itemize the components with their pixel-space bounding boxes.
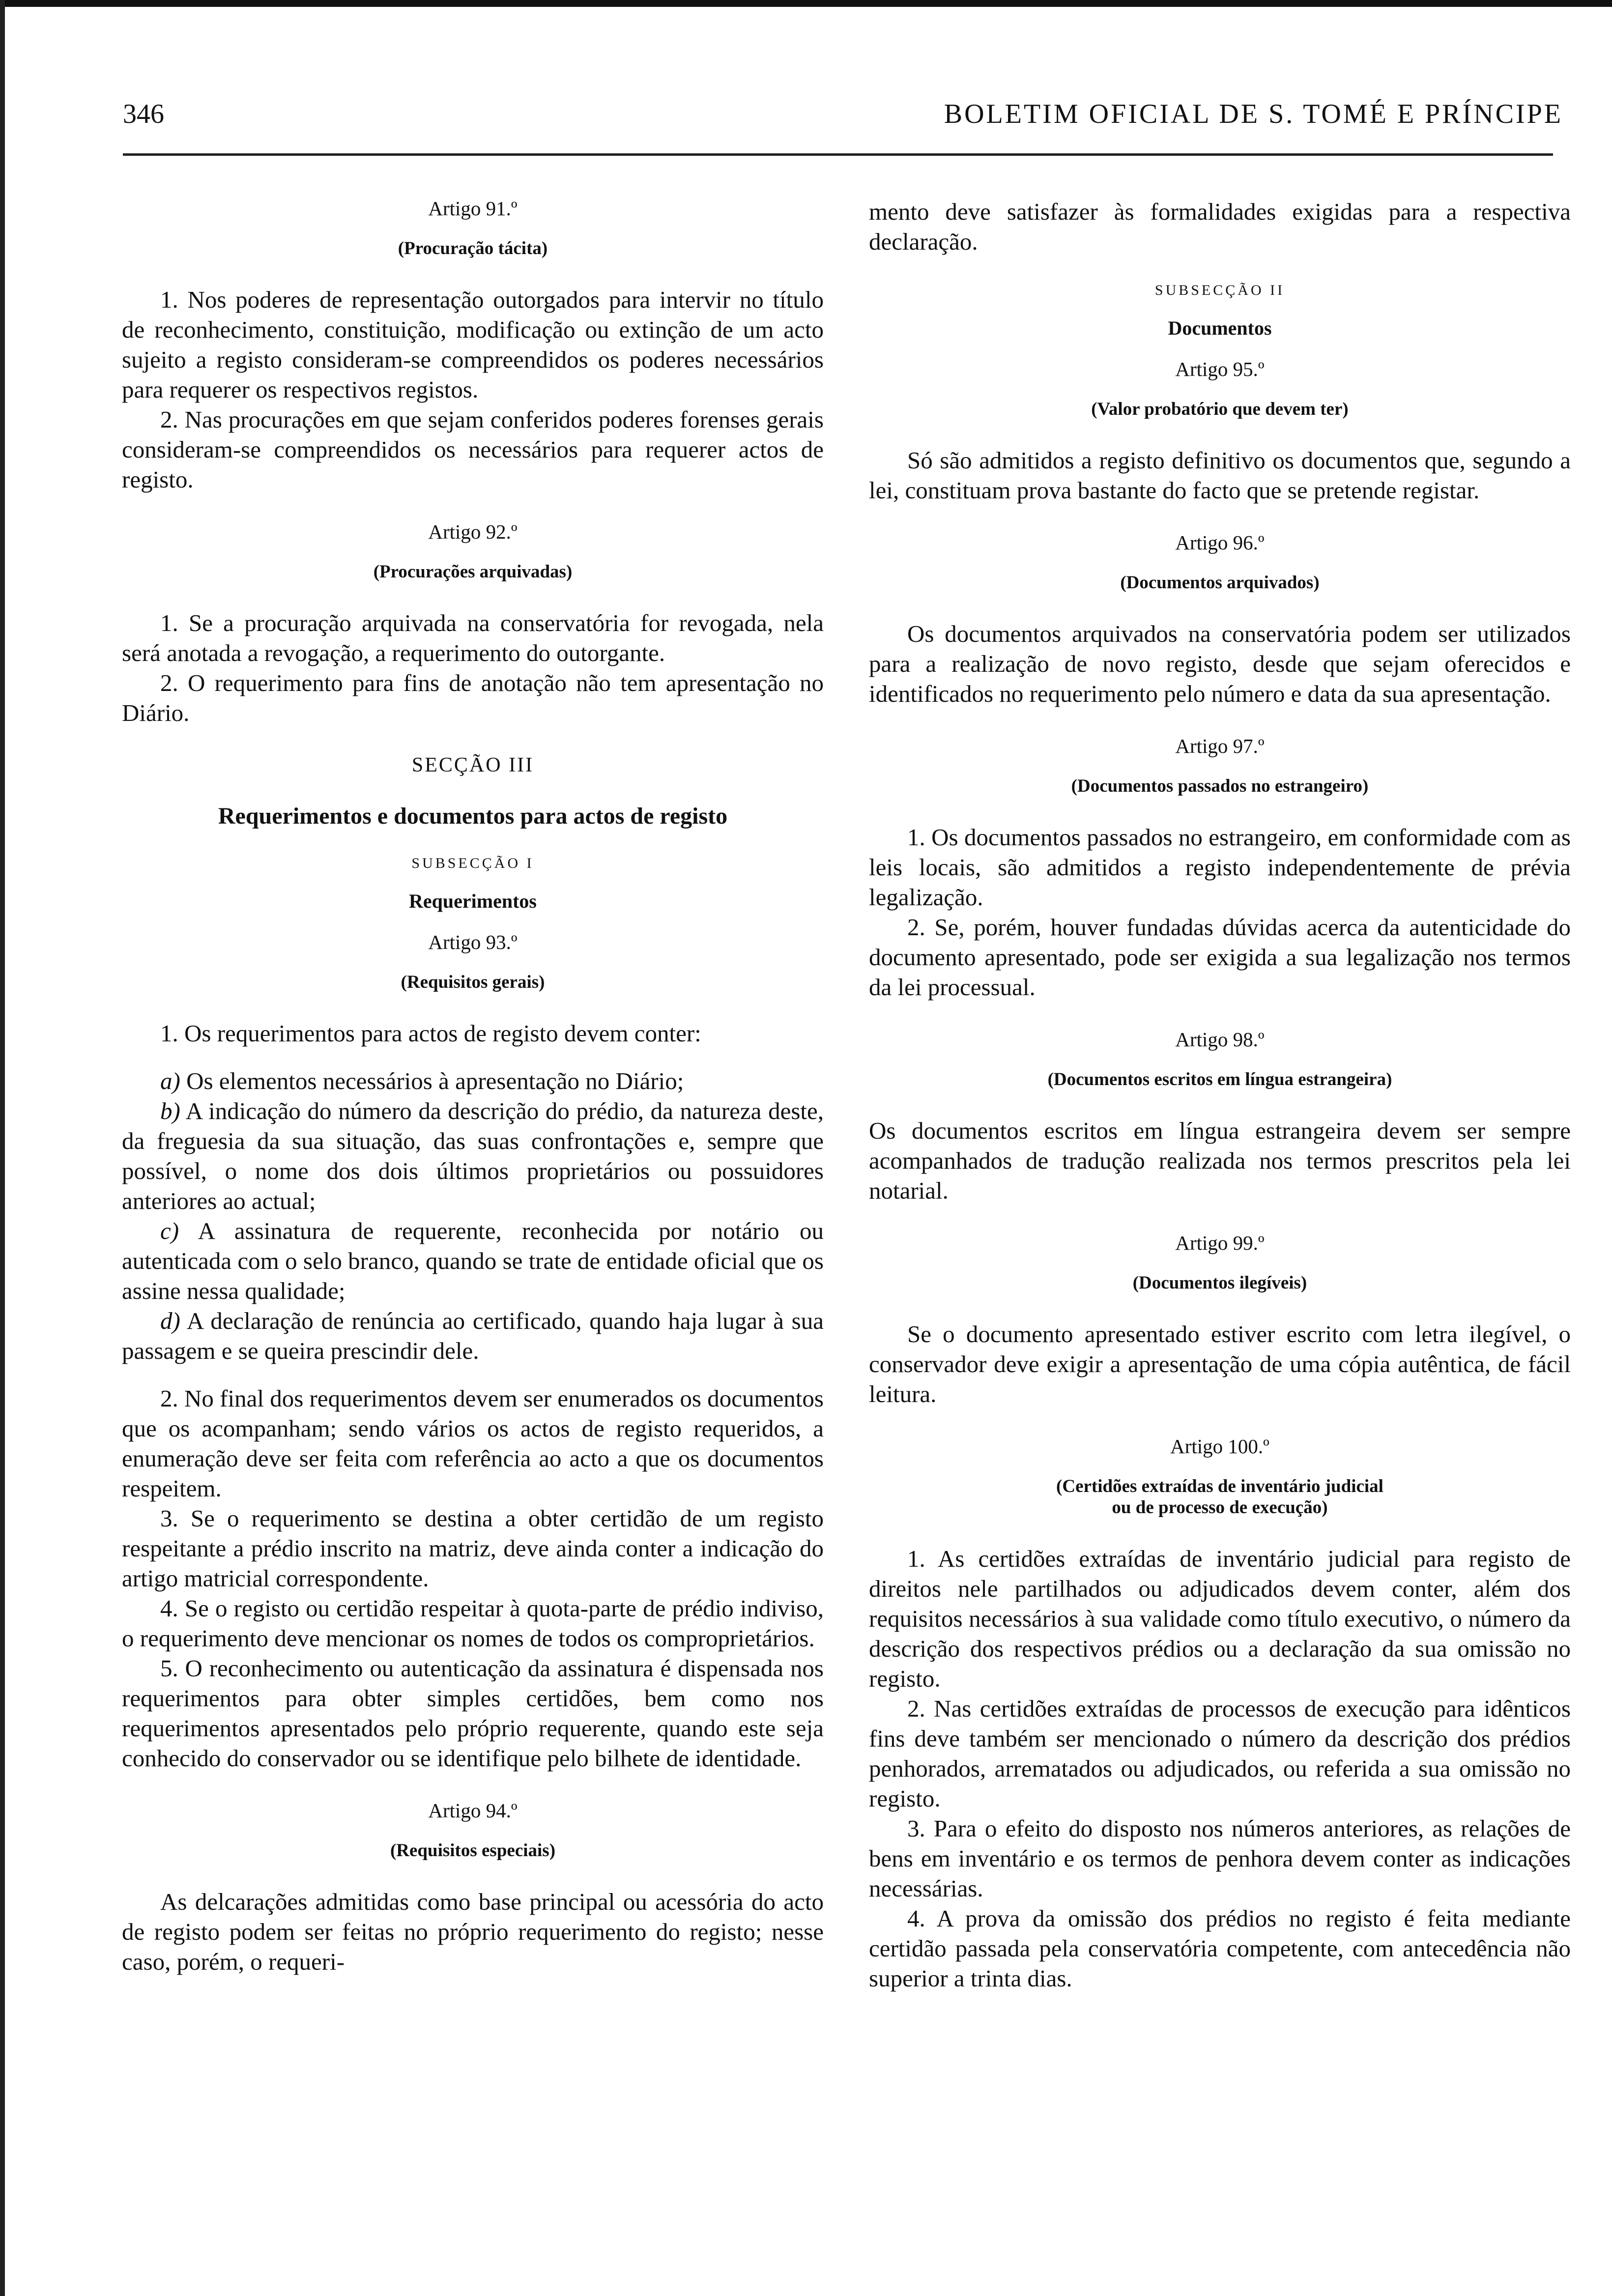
article-heading-99: Artigo 99.º <box>1175 1232 1265 1254</box>
page-header <box>118 98 1563 138</box>
article-heading-95: Artigo 95.º <box>1175 358 1265 380</box>
paragraph: 2. Nas certidões extraídas de processos de execução para idênticos fins deve também ser mencionado o número da descrição dos prédios penhorados, arrematados ou adjudicados, ou referida a sua omissão no registo. <box>869 1695 1571 1812</box>
alinea-letter: b) <box>160 1097 180 1124</box>
paragraph: 2. No final dos requerimentos devem ser enumerados os documentos que os acompanham; sendo vários os actos de registo requeridos, a enumeração deve ser feita com referência ao acto a que os documentos respeitem. <box>122 1385 824 1502</box>
article-heading-91: Artigo 91.º <box>428 197 518 220</box>
article-heading-94: Artigo 94.º <box>428 1799 518 1822</box>
article-subtitle-100-line1: (Certidões extraídas de inventário judicial <box>1056 1476 1383 1496</box>
paragraph: 1. Os requerimentos para actos de registo devem conter: <box>160 1020 701 1047</box>
article-subtitle-94: (Requisitos especiais) <box>390 1840 556 1861</box>
paragraph: As delcarações admitidas como base principal ou acessória do acto de registo podem ser feitas no próprio requerimento do registo; nesse caso, porém, o requeri- <box>122 1888 824 1975</box>
article-subtitle-100-line2: ou de processo de execução) <box>1112 1497 1328 1518</box>
paragraph: 2. O requerimento para fins de anotação não tem apresentação no Diário. <box>122 669 824 726</box>
article-heading-100: Artigo 100.º <box>1170 1435 1269 1458</box>
paragraph: 1. Nos poderes de representação outorgados para intervir no título de reconhecimento, constituição, modificação ou extinção de um acto sujeito a registo consideram-se compreendidos os poderes necessários para requerer os respectivos registos. <box>122 286 824 403</box>
subsection-heading: SUBSECÇÃO I <box>411 855 534 871</box>
paragraph: 1. As certidões extraídas de inventário judicial para registo de direitos nele partilhados ou adjudicados devem conter, além dos requisitos necessários à sua validade como título executivo, o número da descrição dos respectivos prédios ou a declaração da sua omissão no registo. <box>869 1545 1571 1692</box>
page-border-left <box>0 0 5 2296</box>
article-subtitle-99: (Documentos ilegíveis) <box>1132 1273 1307 1293</box>
article-subtitle-95: (Valor probatório que devem ter) <box>1091 399 1349 419</box>
paragraph: 1. Se a procuração arquivada na conservatória for revogada, nela será anotada a revogação, a requerimento do outorgante. <box>122 609 824 666</box>
paragraph: Se o documento apresentado estiver escrito com letra ilegível, o conservador deve exigir a apresentação de uma cópia autêntica, de fácil leitura. <box>869 1320 1571 1407</box>
paragraph: 2. Se, porém, houver fundadas dúvidas acerca da autenticidade do documento apresentado, pode ser exigida a sua legalização nos termos da lei processual. <box>869 914 1571 1001</box>
subsection-title: Documentos <box>1168 317 1272 339</box>
paragraph-continued: mento deve satisfazer às formalidades exigidas para a respectiva declaração. <box>869 198 1571 255</box>
article-heading-97: Artigo 97.º <box>1175 735 1265 757</box>
subsection-heading: SUBSECÇÃO II <box>1154 282 1285 298</box>
article-subtitle-96: (Documentos arquivados) <box>1120 573 1320 593</box>
paragraph: Os documentos arquivados na conservatória podem ser utilizados para a realização de novo registo, desde que sejam oferecidos e identificados no requerimento pelo número e data da sua apresentação. <box>869 620 1571 707</box>
alinea-c <box>122 1216 824 1306</box>
article-subtitle-91: (Procuração tácita) <box>398 238 548 258</box>
alinea-text: A declaração de renúncia ao certificado, quando haja lugar à sua passagem e se queira prescindir dele. <box>122 1307 824 1364</box>
section-title: Requerimentos e documentos para actos de registo <box>218 803 728 829</box>
alinea-letter: c) <box>160 1217 179 1244</box>
page-number: 346 <box>123 99 164 129</box>
paragraph: Só são admitidos a registo definitivo os documentos que, segundo a lei, constituam prova bastante do facto que se pretende registar. <box>869 447 1571 504</box>
paragraph: 2. Nas procurações em que sejam conferidos poderes forenses gerais consideram-se compreendidos os necessários para requerer actos de registo. <box>122 406 824 493</box>
article-heading-92: Artigo 92.º <box>428 520 518 543</box>
subsection-title: Requerimentos <box>409 890 537 912</box>
paragraph: 4. A prova da omissão dos prédios no registo é feita mediante certidão passada pela conservatória competente, com antecedência não superior a trinta dias. <box>869 1905 1571 1992</box>
header-rule <box>123 153 1553 156</box>
alinea-text: A indicação do número da descrição do prédio, da natureza deste, da freguesia da sua situação, das suas confrontações e, sempre que possível, o nome dos dois últimos proprietários ou possuidores anteriores ao actual; <box>122 1097 824 1214</box>
alinea-letter: d) <box>160 1307 180 1334</box>
paragraph: Os documentos escritos em língua estrangeira devem ser sempre acompanhados de tradução realizada nos termos prescritos pela lei notarial. <box>869 1117 1571 1204</box>
page-border-top <box>0 0 1612 7</box>
alinea-b <box>122 1096 824 1216</box>
alinea-a <box>122 1066 824 1096</box>
paragraph: 3. Para o efeito do disposto nos números anteriores, as relações de bens em inventário e os termos de penhora devem conter as indicações necessárias. <box>869 1815 1571 1902</box>
alinea-letter: a) <box>160 1067 180 1094</box>
section-heading: SECÇÃO III <box>411 754 534 776</box>
article-subtitle-92: (Procurações arquivadas) <box>373 562 573 582</box>
article-heading-93: Artigo 93.º <box>428 931 518 953</box>
paragraph: 1. Os documentos passados no estrangeiro, em conformidade com as leis locais, são admitidos a registo independentemente de prévia legalização. <box>869 824 1571 911</box>
article-heading-96: Artigo 96.º <box>1175 531 1265 554</box>
alinea-d <box>122 1306 824 1366</box>
left-column <box>122 197 824 1977</box>
paragraph: 5. O reconhecimento ou autenticação da assinatura é dispensada nos requerimentos para obter simples certidões, bem como nos requerimentos apresentados pelo próprio requerente, quando este seja conhecido do conservador ou se identifique pelo bilhete de identidade. <box>122 1655 824 1772</box>
right-column <box>869 197 1571 1993</box>
alinea-text: Os elementos necessários à apresentação no Diário; <box>180 1067 684 1094</box>
article-subtitle-93: (Requisitos gerais) <box>401 972 545 992</box>
article-subtitle-98: (Documentos escritos em língua estrangeira) <box>1047 1069 1392 1090</box>
article-heading-98: Artigo 98.º <box>1175 1028 1265 1051</box>
paragraph: 4. Se o registo ou certidão respeitar à quota-parte de prédio indiviso, o requerimento deve mencionar os nomes de todos os comproprietários. <box>122 1595 824 1652</box>
alinea-text: A assinatura de requerente, reconhecida por notário ou autenticada com o selo branco, quando se trate de entidade oficial que os assine nessa qualidade; <box>122 1217 824 1304</box>
paragraph: 3. Se o requerimento se destina a obter certidão de um registo respeitante a prédio inscrito na matriz, deve ainda conter a indicação do artigo matricial correspondente. <box>122 1505 824 1592</box>
running-title: BOLETIM OFICIAL DE S. TOMÉ E PRÍNCIPE <box>944 99 1563 129</box>
article-subtitle-97: (Documentos passados no estrangeiro) <box>1071 776 1369 796</box>
